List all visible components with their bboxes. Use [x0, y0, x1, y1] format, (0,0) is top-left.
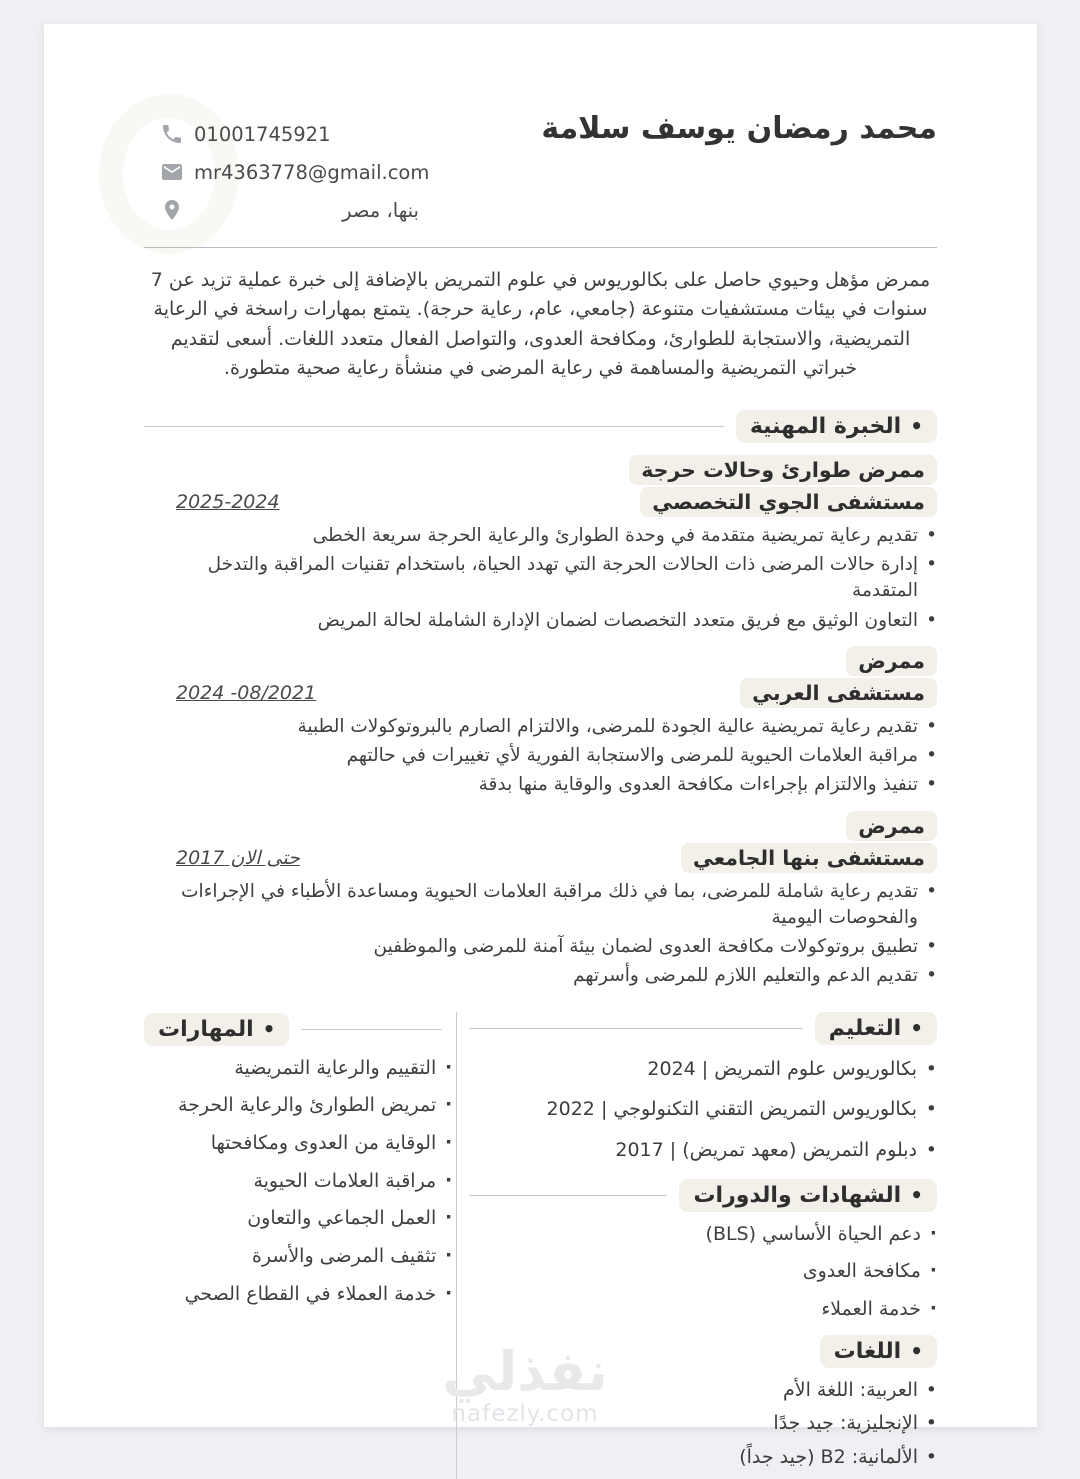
job-employer: مستشفى العربي [740, 678, 937, 708]
section-title-box [815, 1012, 937, 1045]
resume-page [44, 24, 1037, 1469]
section-title-box [736, 410, 937, 443]
language-item: • الألمانية: B2 (جيد جداً) [461, 1445, 937, 1470]
job-duty: • مراقبة العلامات الحيوية للمرضى والاستجابة الفورية لأي تغييرات في حالتهم [144, 743, 937, 769]
job-dates: حتى الان 2017 [176, 846, 300, 869]
education-list [461, 1057, 937, 1164]
job-dates: 2025-2024 [176, 490, 280, 513]
section-bullet-icon: • [262, 1017, 276, 1042]
section-rule [301, 1029, 442, 1030]
job-title: ممرض طوارئ وحالات حرجة [629, 455, 937, 485]
contact-phone [160, 120, 429, 148]
contact-email [160, 158, 429, 186]
language-item: • الإنجليزية: جيد جدًا [461, 1411, 937, 1436]
section-title: اللغات [833, 1338, 902, 1364]
watermark-brand: نفذلي [442, 1340, 608, 1403]
experience-entry [144, 455, 937, 634]
section-bullet-icon: • [910, 1016, 923, 1041]
phone-icon [160, 122, 184, 146]
certification-item: · خدمة العملاء [461, 1297, 937, 1322]
skill-item: · تمريض الطوارئ والرعاية الحرجة [144, 1093, 452, 1118]
job-duty: • التعاون الوثيق مع فريق متعدد التخصصات لضمان الإدارة الشاملة لحالة المريض [144, 608, 937, 634]
location-text: بنها، مصر [342, 198, 419, 222]
skill-item: · خدمة العملاء في القطاع الصحي [144, 1282, 452, 1307]
experience-entry [144, 811, 937, 990]
languages-list [461, 1378, 937, 1470]
email-icon [160, 160, 184, 184]
section-bullet-icon: • [910, 1183, 923, 1208]
section-experience-header [144, 410, 937, 443]
phone-number: 01001745921 [194, 122, 331, 146]
section-skills-header [144, 1013, 452, 1046]
job-employer: مستشفى بنها الجامعي [681, 843, 937, 873]
section-title-box [144, 1013, 289, 1046]
job-duty: • إدارة حالات المرضى ذات الحالات الحرجة التي تهدد الحياة، باستخدام تقنيات المراقبة والتدخل المتقدمة [144, 552, 937, 605]
email-address: mr4363778@gmail.com [194, 160, 430, 184]
certifications-list [461, 1222, 937, 1322]
section-bullet-icon: • [910, 414, 923, 439]
contact-location [160, 196, 429, 224]
skill-item: · تثقيف المرضى والأسرة [144, 1244, 452, 1269]
skill-item: · مراقبة العلامات الحيوية [144, 1169, 452, 1194]
job-duty: • تقديم الدعم والتعليم اللازم للمرضى وأسرتهم [144, 963, 937, 989]
section-certifications-header [461, 1179, 937, 1212]
job-duties-list [144, 714, 937, 799]
section-title-box [820, 1335, 937, 1368]
column-divider [456, 1012, 457, 1479]
resume-header [144, 108, 937, 234]
section-rule [469, 1195, 667, 1196]
job-duty: • تقديم رعاية تمريضية متقدمة في وحدة الطوارئ والرعاية الحرجة سريعة الخطى [144, 523, 937, 549]
job-duty: • تقديم رعاية شاملة للمرضى، بما في ذلك مراقبة العلامات الحيوية ومساعدة الأطباء في الإجراءات والفحوصات اليومية [144, 879, 937, 932]
job-title: ممرض [846, 811, 937, 841]
section-education-header [461, 1012, 937, 1045]
section-title: الشهادات والدورات [693, 1182, 902, 1208]
skill-item: · الوقاية من العدوى ومكافحتها [144, 1131, 452, 1156]
skills-list [144, 1056, 452, 1307]
section-title: الخبرة المهنية [749, 413, 902, 439]
professional-summary: ممرض مؤهل وحيوي حاصل على بكالوريوس في علوم التمريض بالإضافة إلى خبرة عملية تزيد عن 7 سنوات في بيئات مستشفيات متنوعة (جامعي، عام، رعاية حرجة). يتمتع بمهارات راسخة في الرعاية التمريضية، والاستجابة للطوارئ، ومكافحة العدوى، والتواصل الفعال متعدد اللغات. أسعى لتقديم خبراتي التمريضية والمساهمة في رعاية المرضى في منشأة رعاية صحية متطورة. [150, 269, 931, 380]
section-title: المهارات [158, 1016, 254, 1042]
job-duty: • تنفيذ والالتزام بإجراءات مكافحة العدوى والوقاية منها بدقة [144, 772, 937, 798]
skill-item: · التقييم والرعاية التمريضية [144, 1056, 452, 1081]
contact-list [144, 120, 429, 234]
header-divider [144, 247, 937, 248]
section-bullet-icon: • [910, 1339, 923, 1364]
job-duties-list [144, 879, 937, 990]
education-item: • دبلوم التمريض (معهد تمريض) | 2017 [461, 1138, 937, 1164]
section-title-box [679, 1179, 937, 1212]
skills-column [144, 1012, 456, 1479]
job-duties-list [144, 523, 937, 634]
location-pin-icon [160, 198, 184, 222]
section-languages-header [461, 1335, 937, 1368]
education-item: • بكالوريوس التمريض التقني التكنولوجي | 2022 [461, 1097, 937, 1123]
job-dates: 2024 -08/2021 [176, 681, 317, 704]
skill-item: · العمل الجماعي والتعاون [144, 1206, 452, 1231]
experience-entry [144, 646, 937, 799]
job-employer: مستشفى الجوي التخصصي [640, 487, 937, 517]
watermark-domain: nafezly.com [451, 1401, 599, 1428]
certification-item: · مكافحة العدوى [461, 1259, 937, 1284]
job-duty: • تطبيق بروتوكولات مكافحة العدوى لضمان بيئة آمنة للمرضى والموظفين [144, 934, 937, 960]
candidate-name: محمد رمضان يوسف سلامة [541, 111, 937, 146]
job-duty: • تقديم رعاية تمريضية عالية الجودة للمرضى، والالتزام الصارم بالبروتوكولات الطبية [144, 714, 937, 740]
section-rule [144, 426, 724, 427]
section-title: التعليم [828, 1015, 902, 1041]
education-column [457, 1012, 937, 1479]
section-rule [469, 1028, 803, 1029]
education-item: • بكالوريوس علوم التمريض | 2024 [461, 1057, 937, 1083]
certification-item: · دعم الحياة الأساسي (BLS) [461, 1222, 937, 1247]
job-title: ممرض [846, 646, 937, 676]
lower-columns [144, 1012, 937, 1479]
language-item: • العربية: اللغة الأم [461, 1378, 937, 1403]
